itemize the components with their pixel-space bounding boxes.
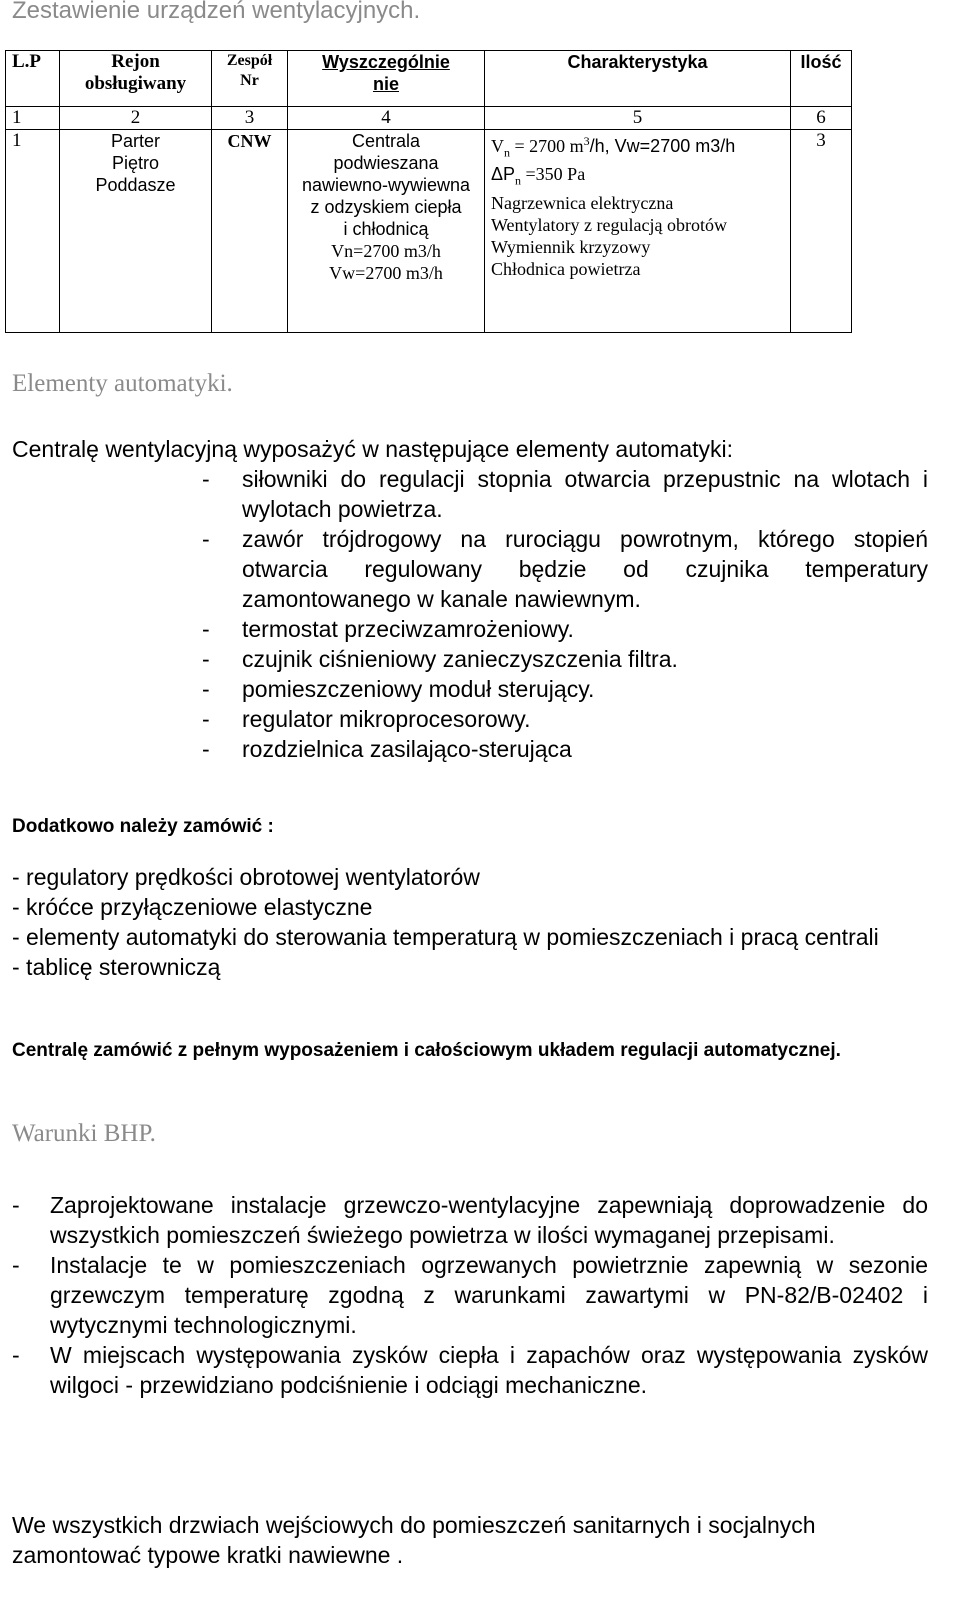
- equipment-table: [5, 50, 852, 333]
- header-spec-line1: Wyszczególnie: [322, 52, 450, 72]
- header-quantity: Ilość: [791, 51, 852, 107]
- list-item: - termostat przeciwzamrożeniowy.: [202, 616, 574, 642]
- cell-unit: CNW: [212, 129, 288, 332]
- char-line-pressure: $\Delta P_n =350$ Pa: [491, 164, 586, 188]
- list-item: - pomieszczeniowy moduł sterujący.: [202, 676, 595, 702]
- header-characteristics: Charakterystyka: [485, 51, 791, 107]
- cell-region-line: Parter: [110, 130, 161, 151]
- char-line: Chłodnica powietrza: [491, 259, 641, 279]
- list-item: - Instalacje te w pomieszczeniach ogrzewanych powietrznie zapewnią w sezonie grzewczym temperaturę zgodną z warunkami zawartymi w PN-82/B-02402 i wytycznymi technologicznymi.: [12, 1252, 928, 1338]
- cell-region: [60, 129, 212, 332]
- list-item: - czujnik ciśnieniowy zanieczyszczenia filtra.: [202, 646, 678, 672]
- col-number-1: 1: [6, 106, 60, 129]
- list-item: - zawór trójdrogowy na rurociągu powrotnym, którego stopień otwarcia regulowany będzie od czujnika temperatury zamontowanego w kanale nawiewnym.: [202, 526, 928, 612]
- section-title-equipment: Zestawienie urządzeń wentylacyjnych.: [12, 0, 421, 24]
- header-unit: [212, 51, 288, 107]
- header-unit-line1: Zespół: [226, 52, 273, 69]
- list-item: - króćce przyłączeniowe elastyczne: [12, 894, 373, 920]
- list-item: - regulatory prędkości obrotowej wentylatorów: [12, 864, 480, 890]
- cell-spec: [288, 129, 485, 332]
- header-spec: [288, 51, 485, 107]
- col-number-4: 4: [288, 106, 485, 129]
- list-item: - W miejscach występowania zysków ciepła i zapachów oraz występowania zysków wilgoci - przewidziano podciśnienie i odciągi mechaniczne.: [12, 1342, 928, 1398]
- char-line: Wymiennik krzyzowy: [491, 237, 651, 257]
- automation-list: [202, 464, 928, 764]
- section-title-additional: Dodatkowo należy zamówić :: [12, 816, 274, 837]
- cell-spec-line: Vw=2700 m3/h: [329, 262, 443, 283]
- cell-spec-line: z odzyskiem ciepła: [310, 196, 462, 217]
- col-number-5: 5: [485, 106, 791, 129]
- table-number-row: [6, 106, 852, 129]
- table-row: [6, 129, 852, 332]
- cell-region-line: Poddasze: [95, 174, 176, 195]
- cell-spec-line: Centrala: [351, 130, 421, 151]
- header-region-line1: Rejon: [111, 51, 160, 72]
- char-line: Wentylatory z regulacją obrotów: [491, 215, 727, 235]
- section-title-automation: Elementy automatyki.: [12, 370, 233, 397]
- list-item: - rozdzielnica zasilająco-sterująca: [202, 736, 572, 762]
- safety-list: [12, 1190, 928, 1400]
- section-title-safety: Warunki BHP.: [12, 1120, 156, 1147]
- cell-spec-line: nawiewno-wywiewna: [301, 174, 471, 195]
- list-item: - Zaprojektowane instalacje grzewczo-wentylacyjne zapewniają doprowadzenie do wszystkich pomieszczeń świeżego powietrza w ilości wymaganej przepisami.: [12, 1192, 928, 1248]
- header-lp: L.P: [6, 51, 60, 107]
- closing-paragraph: We wszystkich drzwiach wejściowych do pomieszczeń sanitarnych i socjalnych zamontować typowe kratki nawiewne .: [12, 1512, 816, 1568]
- list-item: - regulator mikroprocesorowy.: [202, 706, 531, 732]
- automation-intro: Centralę wentylacyjną wyposażyć w następujące elementy automatyki:: [12, 436, 734, 462]
- header-region: [60, 51, 212, 107]
- header-spec-line2: nie: [372, 74, 399, 94]
- cell-spec-line: i chłodnicą: [343, 218, 429, 239]
- cell-lp: 1: [6, 129, 60, 332]
- list-item: - siłowniki do regulacji stopnia otwarcia przepustnic na wlotach i wylotach powietrza.: [202, 466, 928, 522]
- list-item: - elementy automatyki do sterowania temperaturą w pomieszczeniach i pracą centrali: [12, 924, 879, 950]
- char-line-flow: $V_n = 2700$ $m^3/h$, Vw=2700 m3/h: [491, 133, 736, 160]
- cell-spec-line: podwieszana: [333, 152, 439, 173]
- table-header-row: [6, 51, 852, 107]
- col-number-2: 2: [60, 106, 212, 129]
- cell-region-line: Piętro: [111, 152, 160, 173]
- cell-quantity: 3: [791, 129, 852, 332]
- char-line: Nagrzewnica elektryczna: [491, 193, 674, 213]
- cell-characteristics: [485, 129, 791, 332]
- cell-spec-line: Vn=2700 m3/h: [331, 240, 441, 261]
- list-item: - tablicę sterowniczą: [12, 954, 221, 980]
- order-note: Centralę zamówić z pełnym wyposażeniem i całościowym układem regulacji automatycznej.: [12, 1040, 841, 1061]
- header-region-line2: obsługiwany: [84, 73, 187, 94]
- col-number-3: 3: [212, 106, 288, 129]
- col-number-6: 6: [791, 106, 852, 129]
- header-unit-line2: Nr: [240, 72, 259, 89]
- additional-list: [12, 862, 928, 982]
